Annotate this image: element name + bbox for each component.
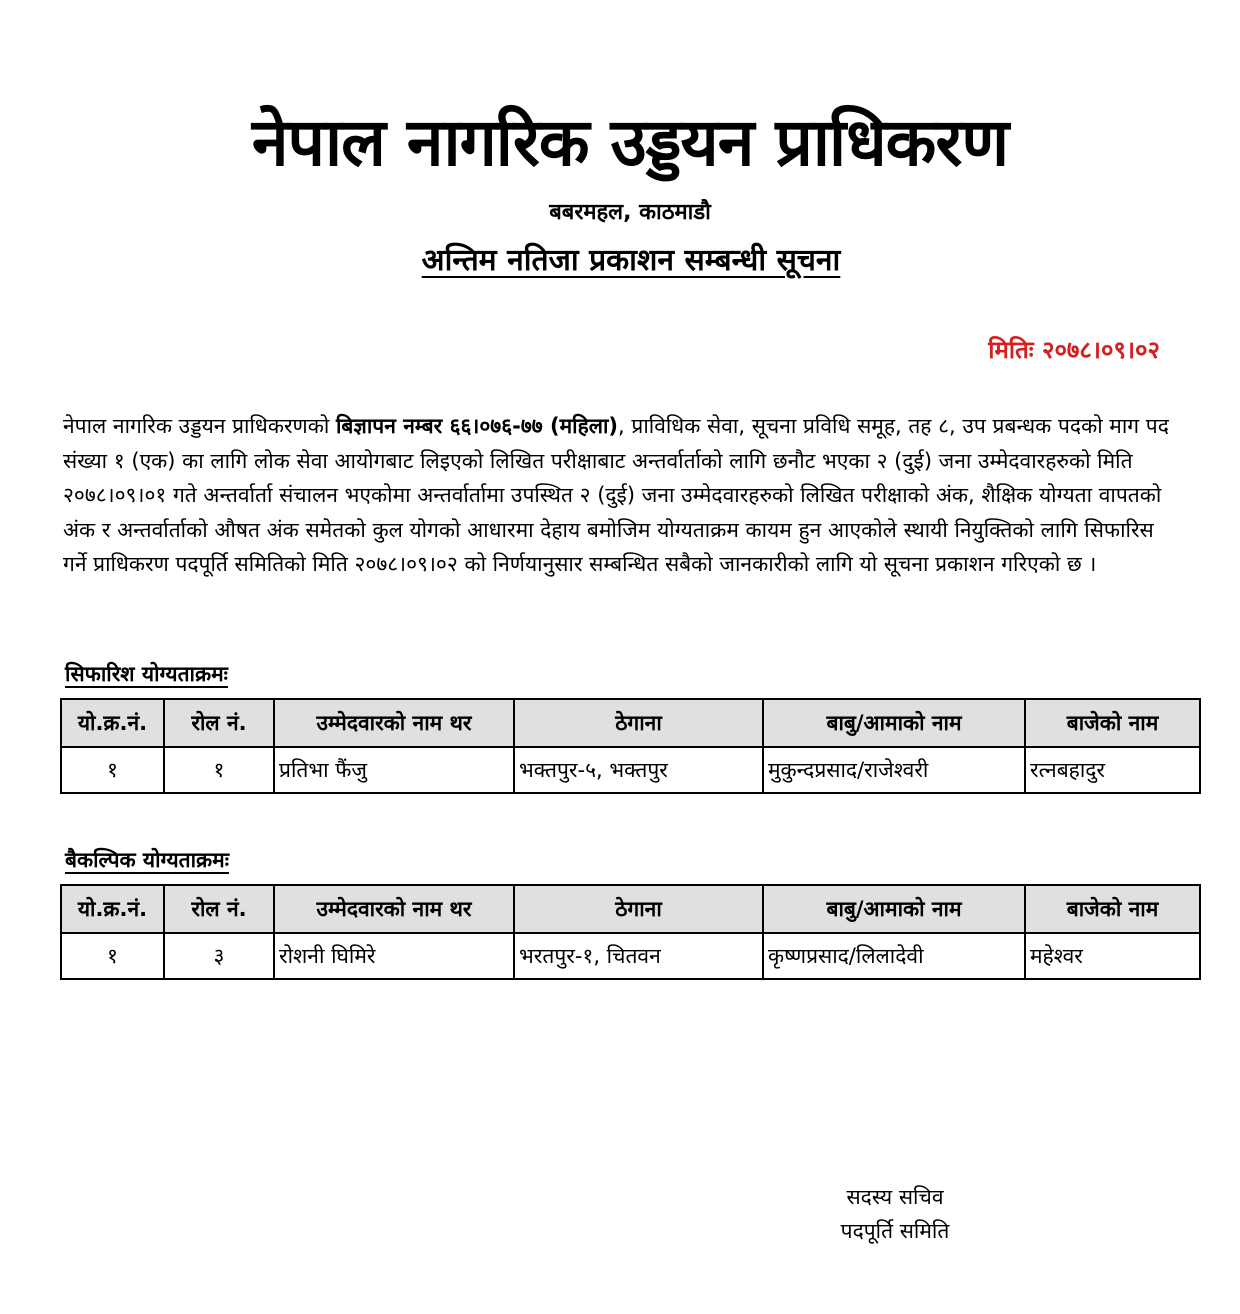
notice-body-details: , प्राविधिक सेवा, सूचना प्रविधि समूह, तह ८, उप प्रबन्धक पदको माग पद संख्या १ (एक) का लागि लोक सेवा आयोगबाट लिइएको लिखित परीक्षाबाट अन्तर्वार्ताको लागि छनौट भएका २ (दुई) जना उम्मेदवारहरुको मिति २०७८।०९।०१ गते अन्तर्वार्ता संचालन भएकोमा अन्तर्वार्तामा उपस्थित २ (दुई) जना उम्मेदवारहरुको लिखित परीक्षाको अंक, शैक्षिक योग्यता वापतको अंक र अन्तर्वार्ताको औषत अंक समेतको कुल योगको आधारमा देहाय बमोजिम योग्यताक्रम कायम हुन आएकोले स्थायी नियुक्तिको लागि सिफारिस गर्ने प्राधिकरण पदपूर्ति समितिको मिति २०७८।०९।०२ को निर्णयानुसार सम्बन्धित सबैको जानकारीको लागि यो सूचना प्रकाशन गरिएको छ ।: [63, 414, 1169, 576]
organization-title: नेपाल नागरिक उड्डयन प्राधिकरण: [251, 104, 1009, 181]
cell-serial: १: [61, 747, 164, 793]
cell-roll: १: [164, 747, 274, 793]
col-header-serial: यो.क्र.नं.: [61, 885, 164, 933]
cell-grandfather: रत्नबहादुर: [1025, 747, 1200, 793]
notice-date: मितिः २०७८।०९।०२: [988, 336, 1160, 364]
cell-address: भक्तपुर-५, भक्तपुर: [514, 747, 763, 793]
table-header-row: [61, 699, 1200, 747]
notice-title: अन्तिम नतिजा प्रकाशन सम्बन्धी सूचना: [421, 243, 841, 278]
col-header-grandfather: बाजेको नाम: [1025, 699, 1200, 747]
col-header-parents: बाबु/आमाको नाम: [763, 885, 1025, 933]
col-header-parents: बाबु/आमाको नाम: [763, 699, 1025, 747]
recommended-table: [60, 698, 1201, 794]
signatory-title: सदस्य सचिव: [846, 1185, 944, 1209]
advertisement-number: बिज्ञापन नम्बर ६६।०७६-७७ (महिला): [335, 414, 619, 438]
cell-roll: ३: [164, 933, 274, 979]
table-row: [61, 747, 1200, 793]
recommended-heading: सिफारिश योग्यताक्रमः: [65, 662, 228, 686]
table-header-row: [61, 885, 1200, 933]
col-header-serial: यो.क्र.नं.: [61, 699, 164, 747]
cell-name: रोशनी घिमिरे: [274, 933, 514, 979]
col-header-name: उम्मेदवारको नाम थर: [274, 699, 514, 747]
col-header-roll: रोल नं.: [164, 885, 274, 933]
cell-name: प्रतिभा फैंजु: [274, 747, 514, 793]
col-header-grandfather: बाजेको नाम: [1025, 885, 1200, 933]
alternate-table: [60, 884, 1201, 980]
signature-block: [770, 1180, 1020, 1248]
notice-body: [63, 409, 1178, 582]
cell-grandfather: महेश्वर: [1025, 933, 1200, 979]
col-header-name: उम्मेदवारको नाम थर: [274, 885, 514, 933]
signatory-committee: पदपूर्ति समिति: [840, 1219, 950, 1243]
cell-address: भरतपुर-१, चितवन: [514, 933, 763, 979]
alternate-heading: बैकल्पिक योग्यताक्रमः: [65, 848, 229, 872]
cell-serial: १: [61, 933, 164, 979]
col-header-roll: रोल नं.: [164, 699, 274, 747]
col-header-address: ठेगाना: [514, 885, 763, 933]
cell-parents: कृष्णप्रसाद/लिलादेवी: [763, 933, 1025, 979]
col-header-address: ठेगाना: [514, 699, 763, 747]
table-row: [61, 933, 1200, 979]
cell-parents: मुकुन्दप्रसाद/राजेश्वरी: [763, 747, 1025, 793]
organization-address: बबरमहल, काठमाडौ: [549, 200, 711, 225]
notice-body-intro: नेपाल नागरिक उड्डयन प्राधिकरणको: [63, 414, 336, 438]
